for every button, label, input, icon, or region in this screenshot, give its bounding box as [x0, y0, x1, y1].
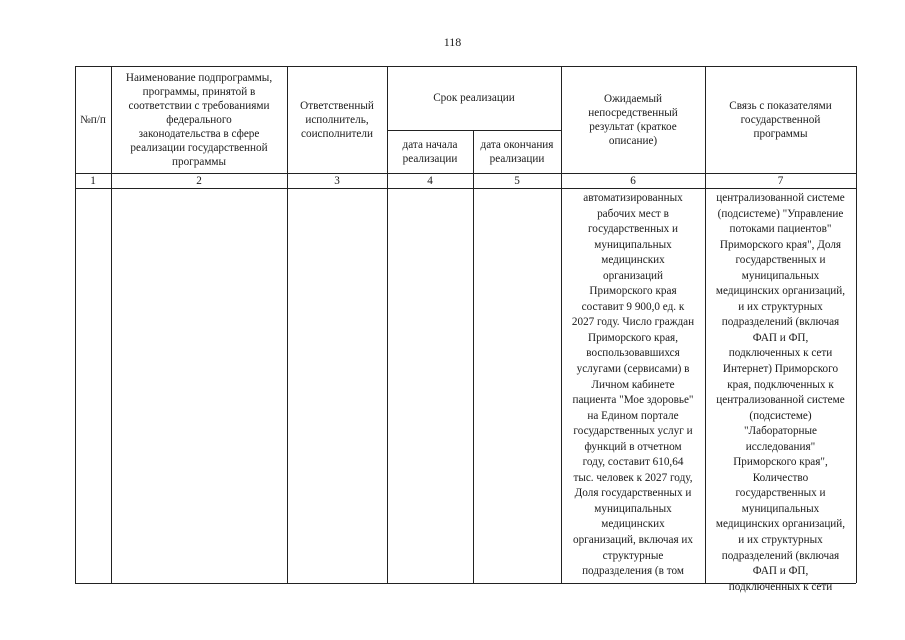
text-line: Интернет) Приморского: [722, 363, 839, 376]
text-line: Количество: [752, 471, 809, 484]
header-line: Связь с показателями: [729, 99, 832, 112]
header-period-text: Срок реализации: [433, 92, 515, 104]
header-line: Ответственный: [300, 99, 374, 112]
header-line: соисполнители: [301, 127, 373, 140]
text-line: году, составит 610,64: [582, 456, 684, 469]
text-line: и их структурных: [738, 534, 823, 547]
text-line: государственных услуг и: [573, 425, 693, 438]
header-line: исполнитель,: [305, 113, 369, 126]
column-number: 1: [90, 174, 96, 187]
text-line: пациента "Мое здоровье": [572, 394, 694, 407]
text-line: автоматизированных: [583, 192, 683, 204]
header-line: дата окончания: [480, 138, 554, 151]
text-line: Приморского края",: [733, 456, 828, 469]
column-number: 3: [334, 174, 340, 187]
header-line: дата начала: [402, 138, 458, 151]
text-line: "Лабораторные: [743, 425, 818, 438]
text-line: Приморского края: [589, 285, 677, 298]
text-line: медицинских организаций,: [715, 285, 846, 298]
text-line: муниципальных: [594, 502, 672, 515]
header-line: описание): [608, 134, 658, 147]
body-indicators-link: [705, 191, 856, 595]
text-line: Приморского края", Доля: [719, 238, 842, 251]
text-line: Приморского края,: [588, 331, 678, 344]
column-number: 6: [630, 174, 636, 187]
header-expected-result: [561, 66, 705, 173]
text-line: подключенных к сети: [728, 580, 833, 593]
text-line: государственных и: [735, 487, 826, 500]
text-line: тыс. человек к 2027 году,: [573, 471, 693, 484]
text-line: (подсистеме) "Управление: [717, 207, 844, 220]
header-indicators-link: [705, 66, 856, 173]
text-line: составит 9 900,0 ед. к: [581, 300, 685, 313]
column-divider: [473, 130, 474, 583]
text-line: медицинских: [601, 518, 665, 531]
header-end-date: [473, 130, 561, 173]
header-start-date: [387, 130, 473, 173]
text-line: воспользовавшихся: [586, 347, 680, 360]
text-line: подключенных к сети: [728, 347, 833, 360]
header-line: государственной: [740, 113, 821, 126]
text-line: муниципальных: [741, 269, 820, 282]
text-line: 2027 году. Число граждан: [571, 316, 695, 329]
text-line: (подсистеме): [749, 409, 812, 422]
text-line: организаций, включая их: [572, 534, 693, 547]
column-number-row-rule: [75, 188, 856, 189]
header-line: Ожидаемый: [603, 92, 662, 105]
header-period: [387, 66, 561, 130]
table-border-right: [856, 66, 857, 583]
header-line: федерального: [166, 113, 232, 126]
text-line: и их структурных: [738, 300, 823, 313]
text-line: муниципальных: [741, 502, 820, 515]
header-line: реализации: [489, 152, 545, 165]
text-line: на Едином портале: [587, 409, 679, 422]
text-line: исследования": [745, 440, 816, 453]
text-line: организаций: [602, 269, 664, 282]
header-line: программы: [172, 155, 226, 168]
column-number: 2: [196, 174, 202, 187]
text-line: ФАП и ФП,: [752, 331, 809, 344]
header-line: реализации государственной: [130, 141, 268, 154]
text-line: Личном кабинете: [591, 378, 675, 391]
text-line: централизованной системе: [716, 394, 845, 407]
text-line: ФАП и ФП,: [752, 565, 809, 578]
text-line: края, подключенных к: [727, 378, 834, 391]
column-number: 7: [777, 174, 784, 187]
header-line: непосредственный: [588, 106, 678, 119]
text-line: функций в отчетном: [584, 440, 682, 453]
text-line: потоками пациентов": [729, 223, 832, 236]
header-line: соответствии с требованиями: [128, 99, 270, 112]
header-line: Наименование подпрограммы,: [125, 71, 273, 84]
header-line: реализации: [402, 152, 458, 165]
header-line: программы, принятой в: [142, 85, 256, 98]
text-line: подразделения (в том: [582, 565, 684, 578]
page-number: 118: [443, 35, 462, 49]
header-subprogram-name: [111, 66, 287, 173]
body-expected-result: [561, 191, 705, 580]
text-line: подразделений (включая: [721, 316, 840, 329]
text-line: медицинских организаций,: [715, 518, 846, 531]
column-number: 4: [427, 174, 433, 187]
header-responsible: [287, 66, 387, 173]
header-number-text: №п/п: [80, 113, 106, 126]
header-line: результат (краткое: [589, 120, 677, 133]
text-line: муниципальных: [594, 238, 672, 251]
header-number: [75, 66, 111, 173]
text-line: рабочих мест в: [597, 207, 669, 220]
header-line: программы: [753, 127, 808, 140]
text-line: подразделений (включая: [721, 549, 840, 562]
header-line: законодательства в сфере: [138, 127, 260, 140]
text-line: медицинских: [601, 254, 665, 267]
text-line: централизованной системе: [716, 192, 845, 204]
column-number: 5: [514, 174, 520, 187]
text-line: структурные: [602, 549, 664, 562]
text-line: государственных и: [735, 254, 826, 267]
text-line: государственных и: [587, 223, 679, 236]
text-line: услугами (сервисами) в: [576, 363, 690, 376]
text-line: Доля государственных и: [574, 487, 692, 500]
